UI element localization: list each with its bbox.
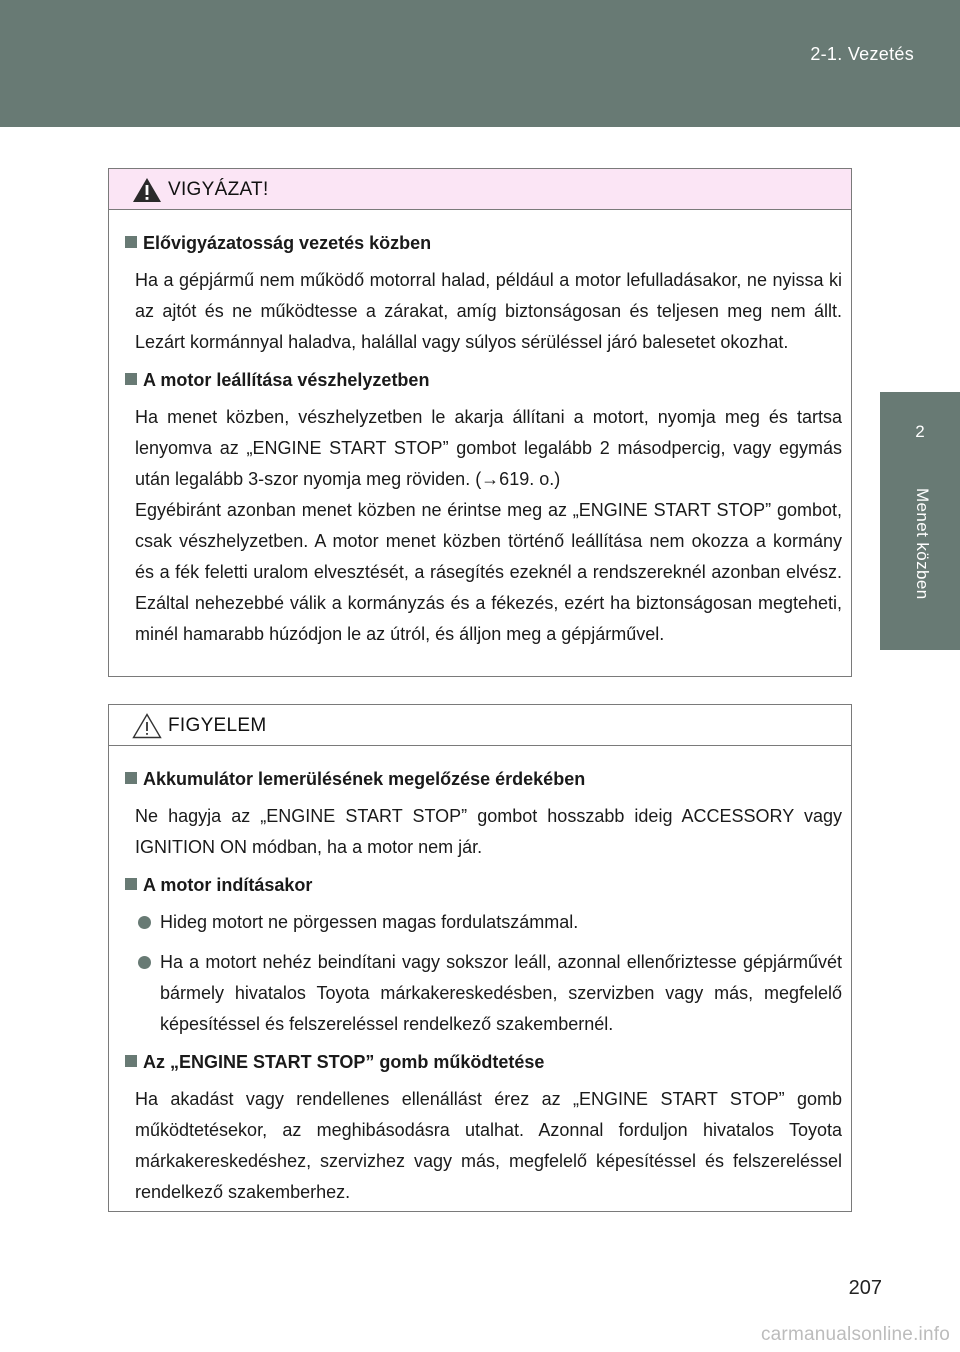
circle-bullet-icon [138, 956, 151, 969]
warning-header [109, 169, 851, 210]
warning-triangle-icon [132, 177, 162, 203]
paragraph: Ne hagyja az „ENGINE START STOP” gombot hosszabb ideig ACCESSORY vagy IGNITION ON módban, ha a motor nem jár. [135, 806, 842, 857]
list-item: Hideg motort ne pörgessen magas fordulatszámmal. [160, 907, 842, 938]
section-heading: A motor indításakor [125, 872, 842, 898]
square-bullet-icon [125, 236, 137, 248]
page-number: 207 [848, 1277, 882, 1299]
section-heading: Akkumulátor lemerülésének megelőzése érdekében [125, 766, 842, 792]
list-item: Ha a motort nehéz beindítani vagy sokszor leáll, azonnal ellenőriztesse gépjárművét bármely hivatalos Toyota márkakereskedésben, szervizben vagy más, megfelelő képesítéssel és felszereléssel rendelkező szakembernél. [160, 947, 842, 1040]
warning-title: VIGYÁZAT! [168, 179, 269, 200]
notice-body [109, 746, 851, 1208]
paragraph: Egyébiránt azonban menet közben ne érintse meg az „ENGINE START STOP” gombot, csak vészhelyzetben. A motor menet közben történő leállítása nem okozza a kormány és a fék feletti uralom elvesztését, a rásegítés ezeknél a rendszereknél azonban elvész. Ezáltal nehezebbé válik a kormányzás és a fékezés, ezért ha biztonságosan megteheti, minél hamarabb húzódjon le az útról, és álljon meg a gépjárművel. [135, 500, 842, 644]
chapter-label: Menet közben [913, 488, 932, 600]
section-heading: Az „ENGINE START STOP” gomb működtetése [125, 1049, 842, 1075]
section-heading: Elővigyázatosság vezetés közben [125, 230, 842, 256]
notice-title: FIGYELEM [168, 715, 267, 736]
paragraph: Ha akadást vagy rendellenes ellenállást érez az „ENGINE START STOP” gomb működtetésekor, az meghibásodásra utalhat. Azonnal forduljon hivatalos Toyota márkakereskedéshez, szervizhez vagy más, megfelelő képesítéssel és felszereléssel rendelkező szakemberhez. [135, 1089, 842, 1202]
square-bullet-icon [125, 1055, 137, 1067]
warning-body [109, 210, 851, 650]
watermark: carmanualsonline.info [760, 1324, 950, 1345]
section-title: 2-1. Vezetés [810, 44, 914, 64]
notice-header [109, 705, 851, 746]
square-bullet-icon [125, 772, 137, 784]
square-bullet-icon [125, 373, 137, 385]
notice-box [108, 704, 852, 1212]
section-heading: A motor leállítása vészhelyzetben [125, 367, 842, 393]
chapter-tab [880, 392, 960, 650]
paragraph: Ha a gépjármű nem működő motorral halad, például a motor lefulladásakor, ne nyissa ki az ajtót és ne működtesse a zárakat, amíg biztonságosan és teljesen meg nem állt. Lezárt kormánnyal haladva, halállal vagy súlyos sérüléssel járó balesetet okozhat. [135, 270, 842, 352]
chapter-number: 2 [915, 422, 925, 441]
warning-box [108, 168, 852, 677]
header-bar [0, 0, 960, 127]
circle-bullet-icon [138, 916, 151, 929]
paragraph: Ha menet közben, vészhelyzetben le akarja állítani a motort, nyomja meg és tartsa lenyomva az „ENGINE START STOP” gombot legalább 2 másodpercig, vagy egymás után legalább 3-szor nyomja meg röviden. (→619. o.) [135, 407, 842, 489]
square-bullet-icon [125, 878, 137, 890]
caution-triangle-icon [132, 713, 162, 739]
